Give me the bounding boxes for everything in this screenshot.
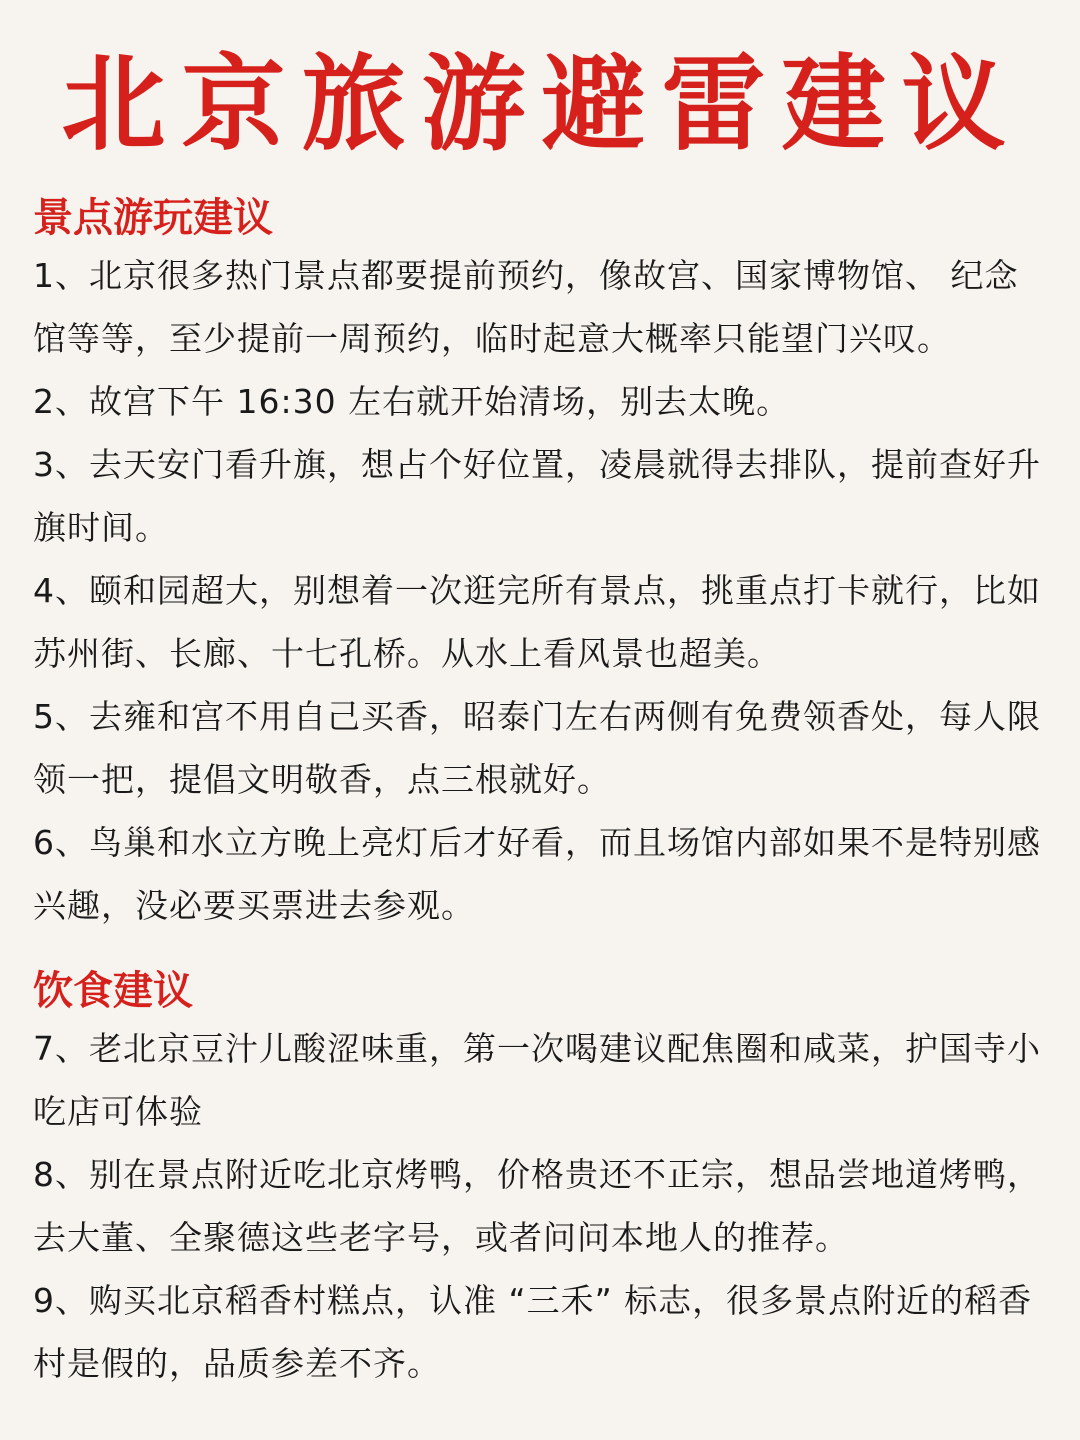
page-title: 北京旅游避雷建议 <box>61 43 1022 165</box>
section-heading: 景点游玩建议 <box>33 194 273 241</box>
list-item: 6、鸟巢和水立方晚上亮灯后才好看，而且场馆内部如果不是特别感兴趣，没必要买票进去参观。 <box>33 823 1041 925</box>
list-item: 9、购买北京稻香村糕点，认准 “三禾” 标志，很多景点附近的稻香村是假的，品质参差不齐。 <box>33 1281 1033 1383</box>
section-food <box>33 965 1050 1395</box>
tips-list <box>33 244 1050 937</box>
list-item: 8、别在景点附近吃北京烤鸭，价格贵还不正宗，想品尝地道烤鸭，去大董、全聚德这些老字号，或者问问本地人的推荐。 <box>33 1155 1041 1257</box>
list-item: 4、颐和园超大，别想着一次逛完所有景点，挑重点打卡就行，比如苏州街、长廊、十七孔桥。从水上看风景也超美。 <box>33 571 1041 673</box>
list-item: 7、老北京豆汁儿酸涩味重，第一次喝建议配焦圈和咸菜，护国寺小吃店可体验 <box>33 1029 1041 1131</box>
list-item: 3、去天安门看升旗，想占个好位置，凌晨就得去排队，提前查好升旗时间。 <box>33 445 1041 547</box>
list-item: 2、故宫下午 16:30 左右就开始清场，别去太晚。 <box>33 382 791 421</box>
tips-list <box>33 1017 1050 1395</box>
section-sightseeing <box>33 192 1050 937</box>
list-item: 5、去雍和宫不用自己买香，昭泰门左右两侧有免费领香处，每人限领一把，提倡文明敬香，点三根就好。 <box>33 697 1041 799</box>
list-item: 1、北京很多热门景点都要提前预约，像故宫、国家博物馆、 纪念馆等等，至少提前一周预约，临时起意大概率只能望门兴叹。 <box>33 256 1019 358</box>
section-heading: 饮食建议 <box>33 967 193 1014</box>
